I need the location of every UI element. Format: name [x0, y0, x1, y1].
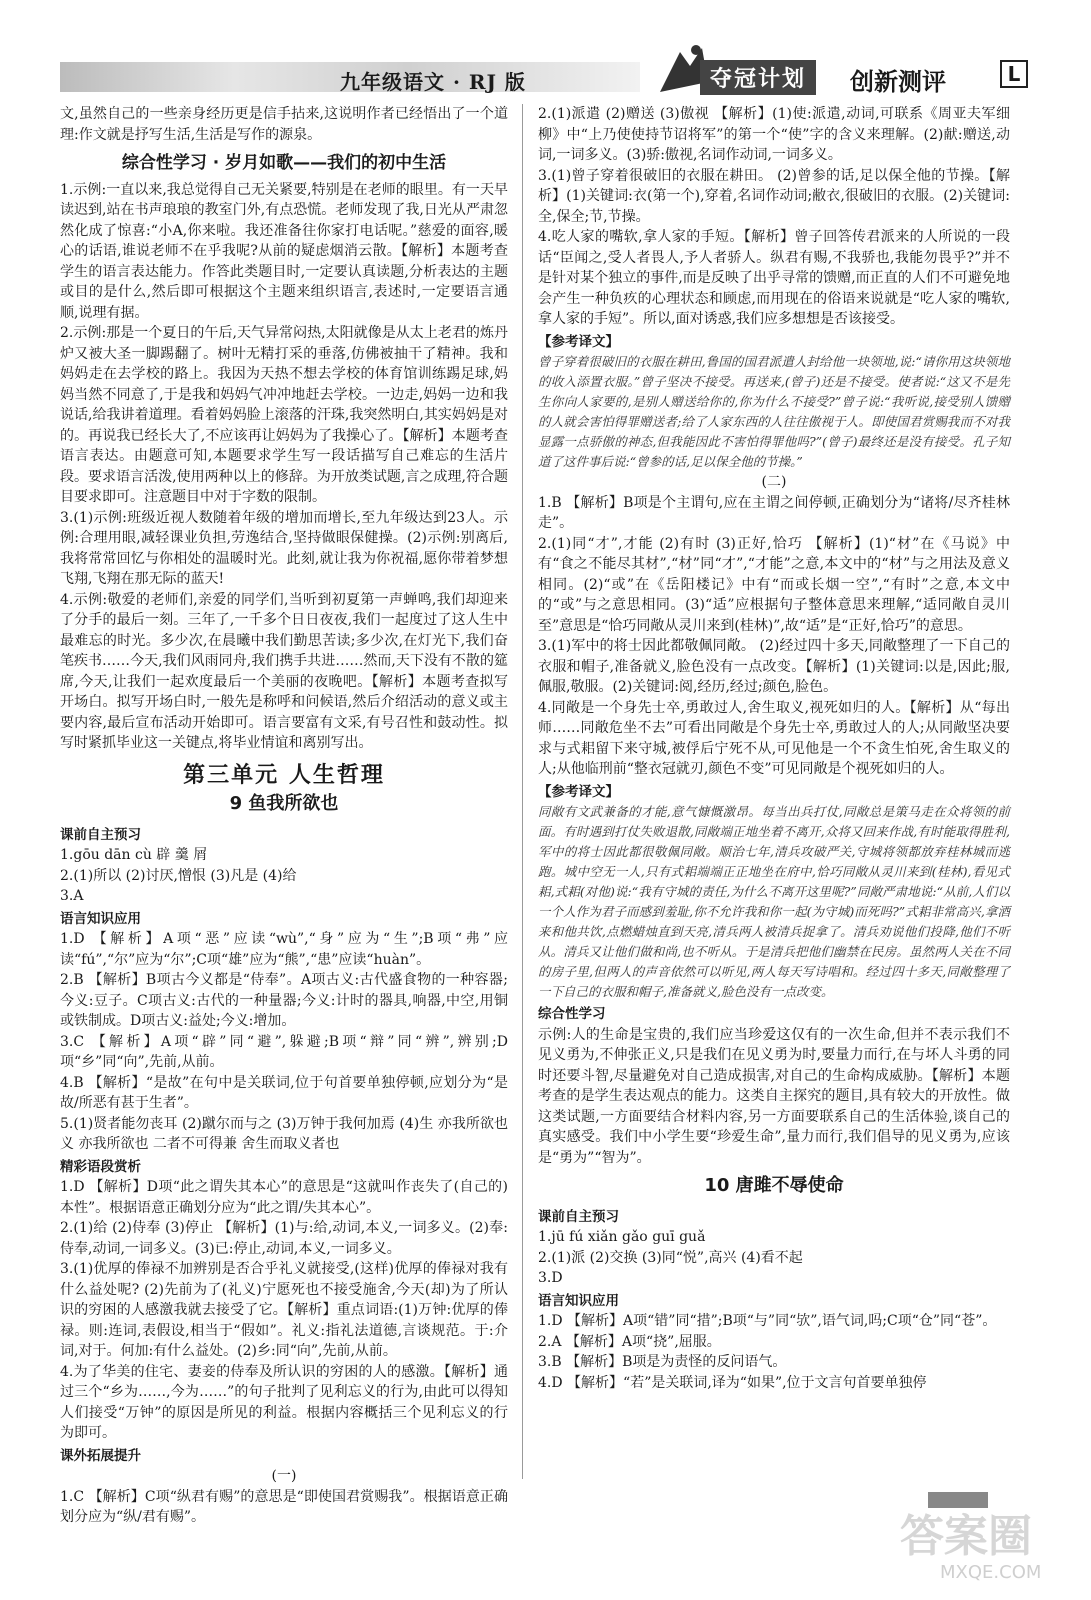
- passage-number: (二): [761, 474, 787, 490]
- answer-item: 3.C 【解析】A项“辟”同“避”,躲避;B项“辩”同“辨”,辨别;D项“乡”同“向”,先前,从前。: [60, 1033, 508, 1070]
- answer-item: 2.A 【解析】A项“挠”,屈服。: [538, 1333, 721, 1350]
- answer-item: 3.(1)优厚的俸禄不加辨别是否合乎礼义就接受,(这样)优厚的俸禄对我有什么益处呢? (2)先前为了(礼义)宁愿死也不接受施舍,今天(却)为了所认识的穷困的人感激我就去接受了它。【解析】重点词语:(1)万钟:优厚的俸禄。则:连词,表假设,相当于“假如”。礼义:指礼法道德,言谈规范。于:介词,对于。何加:有什么益处。(2)乡:同“向”,先前,从前。: [60, 1261, 508, 1359]
- answer-item: 4.同敞是一个身先士卒,勇敢过人,舍生取义,视死如归的人。【解析】从“每出师……同敞危坐不去”可看出同敞是个身先士卒,勇敢过人的人;从同敞坚决要求与式耜留下来守城,被俘后宁死不从,可见他是一个不贪生怕死,舍生取义的人;从他临刑前“整衣冠就刃,颜色不变”可见同敞是个视死如归的人。: [538, 699, 1010, 777]
- answer-item: 3.A: [60, 888, 84, 904]
- answer-item: 1.B 【解析】B项是个主谓句,应在主谓之间停顿,正确划分为“诸将/尽齐桂林走”。: [538, 494, 1010, 531]
- translation-paragraph: 曾子穿着很破旧的衣服在耕田,鲁国的国君派遣人封给他一块领地,说:“请你用这块领地的收入添置衣服。”曾子坚决不接受。再送来,(曾子)还是不接受。使者说:“这又不是先生你向人家要的,是别人赠送给你的,你为什么不接受?”曾子说:“我听说,接受别人馈赠的人就会害怕得罪赠送者;给了人家东西的人往往傲视于人。即使国君赏赐我而不对我显露一点骄傲的神态,但我能因此不害怕得罪他吗?”(曾子)最终还是没有接受。孔子知道了这件事后说:“曾参的话,足以保全他的节操。”: [538, 354, 1010, 469]
- answer-item: 2.(1)所以 (2)讨厌,憎恨 (3)凡是 (4)给: [60, 867, 297, 884]
- answer-item: 示例:人的生命是宝贵的,我们应当珍爱这仅有的一次生命,但并不表示我们不见义勇为,不伸张正义,只是我们在见义勇为时,要量力而行,在与坏人斗勇的同时还要斗智,尽量避免对自己造成损害,对自己的生命构成威胁。【解析】本题考查的是学生表达观点的能力。这类自主探究的题目,具有较大的开放性。做这类试题,一方面要结合材料内容,另一方面要联系自己的生活体验,谈自己的真实感受。我们中小学生要“珍爱生命”,量力而行,我们倡导的见义勇为,应该是“勇为”“智为”。: [538, 1026, 1010, 1166]
- answer-item: 1.示例:一直以来,我总觉得自己无关紧要,特别是在老师的眼里。有一天早读迟到,站在书声琅琅的教室门外,有点恐慌。老师发现了我,日光从严肃忽然化成了惊喜:“小A,你来啦。我还准备往你家打电话呢。”慈爱的面容,暖心的话语,谁说老师不在乎我呢?从前的疑虑烟消云散。【解析】本题考查学生的语言表达能力。作答此类题目时,一定要认真读题,分析表达的主题或目的是什么,然后即可根据这个主题来组织语言,表述时,一定要语言通顺,说理有据。: [60, 181, 508, 321]
- answer-item: 2.示例:那是一个夏日的午后,天气异常闷热,太阳就像是从太上老君的炼丹炉又被大圣一脚踢翻了。树叶无精打采的垂落,仿佛被抽干了精神。我和妈妈走在去学校的路上。我因为天热不想去学校的体育馆训练踢足球,妈妈当然不同意了,于是我和妈妈气冲冲地赶去学校。一边走,妈妈一边和我说话,给我讲着道理。看着妈妈脸上滚落的汗珠,我突然明白,其实妈妈是对的。再说我已经长大了,不应该再让妈妈为了我操心了。【解析】本题考查语言表达。由题意可知,本题要求学生写一段话描写自己难忘的生活片段。要求语言活泼,使用两种以上的修辞。为开放类试题,言之成理,符合题目要求即可。注意题目中对于字数的限制。: [60, 325, 508, 505]
- translation-paragraph: 同敞有文武兼备的才能,意气慷慨激昂。每当出兵打仗,同敞总是策马走在众将领的前面。有时遇到打仗失败退散,同敞端正地坐着不离开,众将又回来作战,有时能取得胜利,军中的将士因此都很敬佩同敞。顺治七年,清兵攻破严关,守城将领都放弃桂林城而逃跑。城中空无一人,只有式耜端端正正地坐在府中,恰巧同敞从灵川来到(桂林),看见式耜,式耜(对他)说:“我有守城的责任,为什么不离开这里呢?”同敞严肃地说:“从前,人们以一个人作为君子而感到羞耻,你不允许我和你一起(为守城)而死吗?”式耜非常高兴,拿酒来和他共饮,点燃蜡烛直到天亮,清兵两人被清兵捉拿了。清兵劝说他们投降,他们不听从。清兵又让他们做和尚,也不听从。于是清兵把他们幽禁在民房。虽然两人关在不同的房子里,但两人的声音依然可以听见,两人每天写诗唱和。经过四十多天,同敞整理了一下自己的衣服和帽子,准备就义,脸色没有一点改变。: [538, 804, 1010, 999]
- answer-item: 1.C 【解析】C项“纵君有赐”的意思是“即使国君赏赐我”。根据语意正确划分应为“纵/君有赐”。: [60, 1488, 508, 1525]
- page-header: [0, 0, 1091, 100]
- subsection-heading: 精彩语段赏析: [60, 1158, 141, 1175]
- answer-item: 1.jū fú xiǎn gǎo guī guǎ: [538, 1229, 706, 1245]
- answer-item: 3.(1)军中的将士因此都敬佩同敞。 (2)经过四十多天,同敞整理了一下自己的衣服和帽子,准备就义,脸色没有一点改变。【解析】(1)关键词:以是,因此;服,佩服,敬服。(2)关键词:阅,经历,经过;颜色,脸色。: [538, 638, 1010, 695]
- left-column: [60, 104, 508, 1528]
- watermark-logo: 答案圈: [900, 1511, 1032, 1562]
- answer-item: 2.B 【解析】B项古今义都是“侍奉”。A项古义:古代盛食物的一种容器;今义:豆子。C项古义:古代的一种量器;今义:计时的器具,响器,中空,用铜或铁制成。D项古义:益处;今义:增加。: [60, 972, 508, 1029]
- answer-item: 3.B 【解析】B项是为责怪的反问语气。: [538, 1354, 787, 1370]
- answer-item: 3.(1)示例:班级近视人数随着年级的增加而增长,至九年级达到23人。示例:合理用眼,减轻课业负担,劳逸结合,坚持做眼保健操。(2)示例:别离后,我将常常回忆与你相处的温暖时光。此刻,就让我为你祝福,愿你带着梦想飞翔,飞翔在那无际的蓝天!: [60, 509, 508, 587]
- subsection-heading: 语言知识应用: [60, 910, 141, 927]
- lesson-title: 10 唐雎不辱使命: [704, 1175, 844, 1196]
- answer-item: 1.D 【解析】A项“错”同“措”;B项“与”同“欤”,语气词,吗;C项“仓”同“苍”。: [538, 1313, 997, 1329]
- answer-item: 2.(1)派遣 (2)赠送 (3)傲视 【解析】(1)使:派遣,动词,可联系《周亚夫军细柳》中“上乃使使持节诏将军”的第一个“使”字的含义来理解。(2)献:赠送,动词,一词多义。(3)骄:傲视,名词作动词,一词多义。: [538, 106, 1010, 163]
- intro-paragraph: 文,虽然自己的一些亲身经历更是信手拈来,这说明作者已经悟出了一个道理:作文就是抒写生活,生活是写作的源泉。: [60, 106, 508, 143]
- section-title: 综合性学习 · 岁月如歌——我们的初中生活: [121, 153, 447, 173]
- brand-logo-text: 夺冠计划: [700, 60, 816, 95]
- answer-item: 3.D: [538, 1270, 563, 1286]
- column-divider: [522, 104, 523, 1479]
- header-title: 九年级语文 · RJ 版: [340, 70, 526, 94]
- answer-item: 2.(1)派 (2)交换 (3)同“悦”,高兴 (4)看不起: [538, 1249, 803, 1266]
- subsection-heading: 课前自主预习: [538, 1208, 619, 1225]
- watermark-url: MXQE.COM: [940, 1562, 1042, 1583]
- answer-item: 4.吃人家的嘴软,拿人家的手短。【解析】曾子回答传君派来的人所说的一段话“臣闻之,受人者畏人,予人者骄人。纵君有赐,不我骄也,我能勿畏乎?”并不是针对某个独立的事件,而是反映了出乎寻常的馈赠,而正直的人们不可避免地会产生一种负疚的心理状态和顾虑,而用现在的俗语来说就是“吃人家的嘴软,拿人家的手短”。所以,面对诱惑,我们应多想想是否该接受。: [538, 229, 1010, 327]
- answer-item: 4.为了华美的住宅、妻妾的侍奉及所认识的穷困的人的感激。【解析】通过三个“乡为……,今为……”的句子批判了见利忘义的行为,由此可以得知人们接受“万钟”的原因是所见的利益。根据内容概括三个见利忘义的行为即可。: [60, 1363, 508, 1441]
- answer-item: 4.D 【解析】“若”是关联词,译为“如果”,位于文言句首要单独停: [538, 1374, 927, 1391]
- subbrand-mark: L: [1000, 60, 1028, 88]
- answer-item: 3.(1)曾子穿着很破旧的衣服在耕田。 (2)曾参的话,足以保全他的节操。【解析】(1)关键词:衣(第一个),穿着,名词作动词;敝衣,很破旧的衣服。(2)关键词:全,保全;节,节操。: [538, 167, 1010, 225]
- subsection-heading: 课前自主预习: [60, 826, 141, 843]
- answer-item: 2.(1)给 (2)侍奉 (3)停止 【解析】(1)与:给,动词,本义,一词多义。(2)奉:侍奉,动词,一词多义。(3)已:停止,动词,本义,一词多义。: [60, 1220, 508, 1257]
- lesson-title: 9 鱼我所欲也: [229, 793, 339, 814]
- answer-item: 4.B 【解析】“是故”在句中是关联词,位于句首要单独停顿,应划分为“是故/所恶有甚于生者”。: [60, 1074, 508, 1111]
- passage-number: (一): [271, 1468, 297, 1484]
- unit-title: 第三单元 人生哲理: [183, 762, 385, 788]
- subsection-heading: 课外拓展提升: [60, 1447, 141, 1464]
- subbrand-title: 创新测评: [850, 68, 946, 96]
- answer-item: 1.gōu dān cù 辟 羹 屑: [60, 847, 208, 863]
- answer-item: 2.(1)同“才”,才能 (2)有时 (3)正好,恰巧 【解析】(1)“材”在《马说》中有“食之不能尽其材”,“材”同“才”,“才能”之意,本文中的“材”与之用法及意义相同。(2)“或”在《岳阳楼记》中有“而或长烟一空”,“有时”之意,本文中的“或”与之意思相同。(3)“适”应根据句子整体意思来理解,“适同敞自灵川至”意思是“恰巧同敞从灵川来到(桂林)”,故“适”是“正好,恰巧”的意思。: [538, 535, 1010, 634]
- subsection-heading: 综合性学习: [538, 1006, 606, 1022]
- translation-heading: 【参考译文】: [538, 333, 619, 350]
- answer-item: 4.示例:敬爱的老师们,亲爱的同学们,当听到初夏第一声蝉鸣,我们却迎来了分手的最后一刻。三年了,一千多个日日夜夜,我们一起度过了这人生中最难忘的时光。多少次,在晨曦中我们勤思苦读;多少次,在灯光下,我们奋笔疾书……今天,我们风雨同舟,我们携手共进……然而,天下没有不散的筵席,今天,让我们一起欢度最后一个美丽的夜晚吧。【解析】本题考查拟写开场白。拟写开场白时,一般先是称呼和问候语,然后介绍活动的意义或主要内容,最后宣布活动开始即可。语言要富有文采,有号召性和鼓动性。拟写时紧抓毕业这一关键点,将毕业情谊和离别写出。: [60, 591, 508, 751]
- translation-heading: 【参考译文】: [538, 783, 619, 800]
- answer-item: 5.(1)贤者能勿丧耳 (2)蹴尔而与之 (3)万钟于我何加焉 (4)生 亦我所欲也 义 亦我所欲也 二者不可得兼 舍生而取义者也: [60, 1115, 508, 1152]
- answer-item: 1.D 【解析】A项“恶”应读“wù”,“身”应为“生”;B项“弗”应读“fú”,“尔”应为“尔”;C项“雄”应为“熊”,“患”应读“huàn”。: [60, 931, 508, 968]
- answer-item: 1.D 【解析】D项“此之谓失其本心”的意思是“这就叫作丧失了(自己的)本性”。根据语意正确划分应为“此之谓/失其本心”。: [60, 1179, 508, 1216]
- right-column: [538, 104, 1010, 1393]
- subsection-heading: 语言知识应用: [538, 1292, 619, 1309]
